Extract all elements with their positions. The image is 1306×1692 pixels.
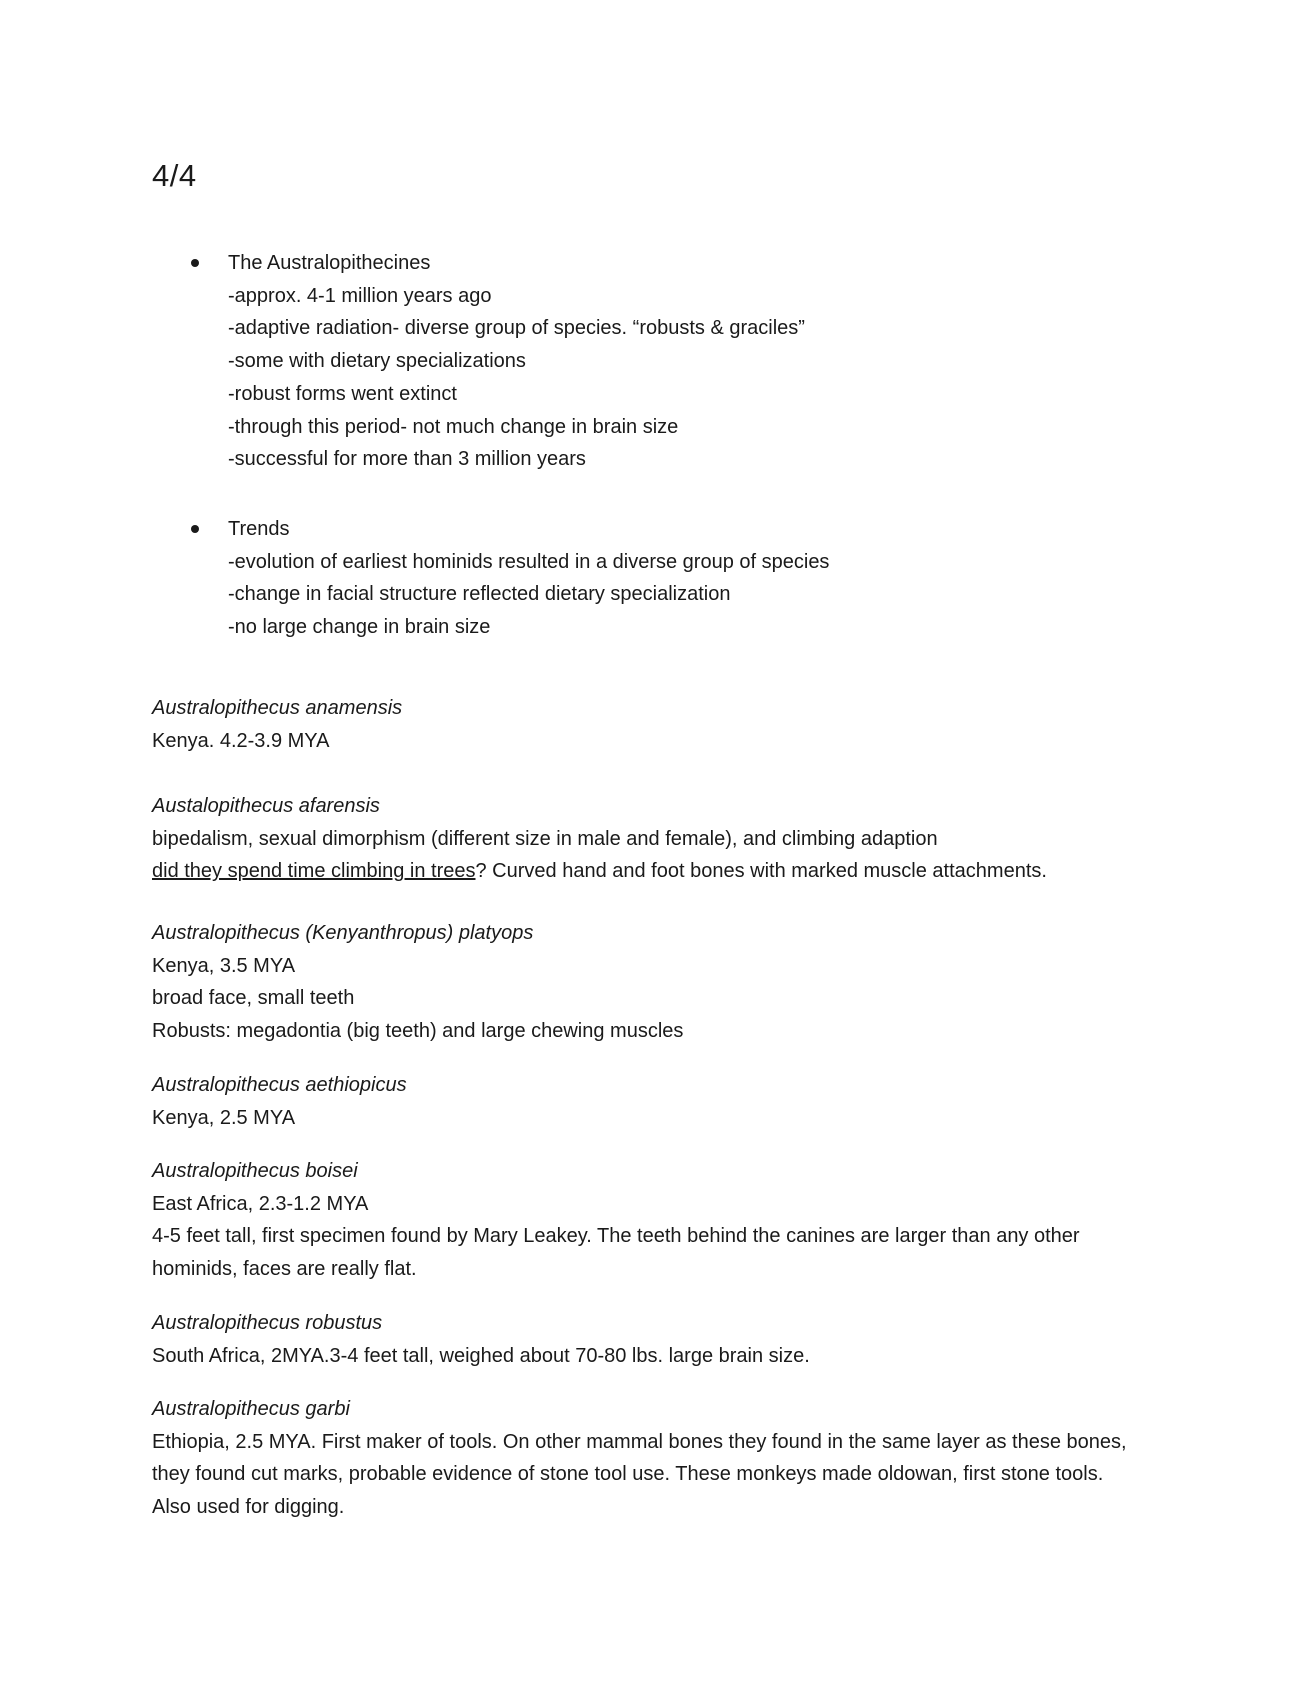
bullet-title: The Australopithecines (228, 252, 431, 274)
bullet-title: Trends (228, 518, 290, 540)
species-garbi (152, 1393, 1142, 1524)
species-name: Australopithecus (Kenyanthropus) platyops (152, 922, 534, 944)
bullet-line: -change in facial structure reflected dietary specialization (228, 583, 731, 606)
species-aethiopicus (152, 1069, 1142, 1134)
bullet-line: -no large change in brain size (228, 616, 491, 639)
species-line: East Africa, 2.3-1.2 MYA (152, 1192, 369, 1215)
species-anamensis (152, 692, 1142, 757)
species-line: bipedalism, sexual dimorphism (different size in male and female), and climbing adaption (152, 827, 938, 850)
underlined-question: did they spend time climbing in trees (152, 860, 476, 883)
species-name: Australopithecus robustus (152, 1312, 383, 1334)
bullet-line: -adaptive radiation- diverse group of species. “robusts & graciles” (228, 317, 805, 340)
species-name: Australopithecus aethiopicus (152, 1074, 407, 1096)
bullet-dot-icon (191, 525, 199, 533)
species-line: broad face, small teeth (152, 987, 355, 1010)
species-line: Robusts: megadontia (big teeth) and large chewing muscles (152, 1020, 684, 1043)
species-robustus (152, 1307, 1142, 1372)
bullet-line: -successful for more than 3 million years (228, 448, 586, 471)
species-afarensis (152, 790, 1142, 888)
species-platyops (152, 917, 1142, 1048)
species-line: Ethiopia, 2.5 MYA. First maker of tools. On other mammal bones they found in the same layer as these bones, they found cut marks, probable evidence of stone tool use. These monkeys made oldowan, first stone tools. Also used for digging. (152, 1430, 1127, 1519)
bullet-line: -approx. 4-1 million years ago (228, 284, 492, 307)
date-heading: 4/4 (152, 158, 197, 193)
bullet-line: -evolution of earliest hominids resulted in a diverse group of species (228, 550, 830, 573)
species-line: Kenya. 4.2-3.9 MYA (152, 729, 330, 752)
species-name: Austalopithecus afarensis (152, 795, 380, 817)
bullet-trends (228, 513, 829, 644)
species-name: Australopithecus garbi (152, 1398, 350, 1420)
bullet-line: -robust forms went extinct (228, 382, 457, 405)
bullet-line: -some with dietary specializations (228, 350, 526, 373)
species-line: Kenya, 2.5 MYA (152, 1106, 296, 1129)
species-line: 4-5 feet tall, first specimen found by Mary Leakey. The teeth behind the canines are larger than any other hominids, faces are really flat. (152, 1225, 1080, 1281)
species-name: Australopithecus anamensis (152, 697, 403, 719)
question-continuation: ? Curved hand and foot bones with marked muscle attachments. (475, 860, 1047, 883)
species-boisei (152, 1155, 1142, 1286)
species-name: Australopithecus boisei (152, 1160, 358, 1182)
bullet-line: -through this period- not much change in brain size (228, 415, 679, 438)
species-line: Kenya, 3.5 MYA (152, 954, 296, 977)
bullet-australopithecines (228, 247, 805, 476)
bullet-dot-icon (191, 259, 199, 267)
species-question-line (152, 855, 1142, 888)
species-line: South Africa, 2MYA.3-4 feet tall, weighed about 70-80 lbs. large brain size. (152, 1344, 810, 1367)
